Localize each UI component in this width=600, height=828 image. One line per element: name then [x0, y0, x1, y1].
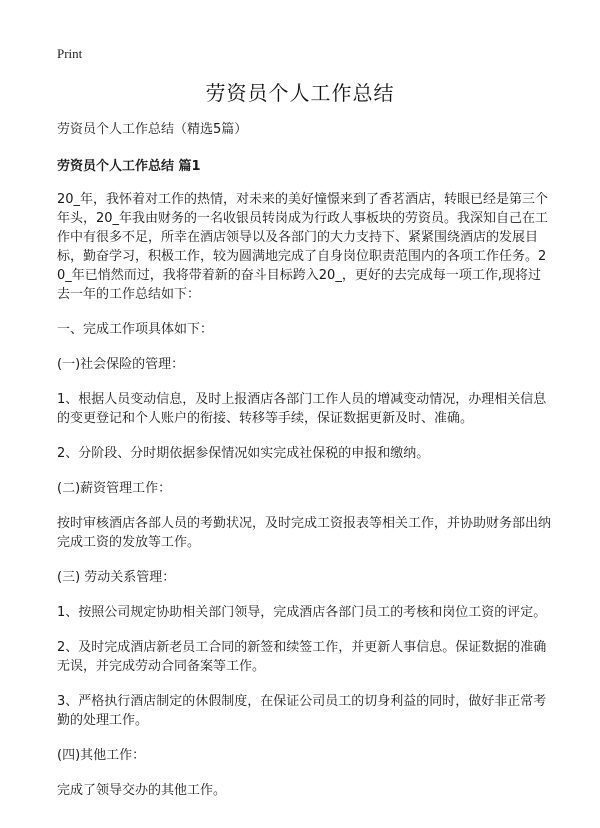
paragraph-heading-labor-relations: (三) 劳动关系管理：: [57, 570, 176, 585]
paragraph-item: 2、分阶段、分时期依据参保情况如实完成社保税的申报和缴纳。: [57, 446, 430, 461]
paragraph-item: 1、根据人员变动信息，及时上报酒店各部门工作人员的增减变动情况，办理相关信息的变更登记和个人账户的衔接、转移等手续，保证数据更新及时、准确。: [57, 392, 547, 426]
paragraph-item: 完成了领导交办的其他工作。: [57, 783, 227, 798]
document-subtitle: 劳资员个人工作总结（精选5篇）: [57, 122, 248, 137]
paragraph-intro: 20_年，我怀着对工作的热情，对未来的美好憧憬来到了香茗酒店，转眼已经是第三个年头，20_年我由财务的一名收银员转岗成为行政人事板块的劳资员。我深知自己在工作中有很多不足，所幸在酒店领导以及各部门的大力支持下、紧紧围绕酒店的发展目标，勤奋学习，积极工作，较为圆满地完成了自身岗位职责范围内的各项工作任务。20_年已悄然而过，我将带着新的奋斗目标跨入20_，更好的去完成每一项工作,现将过去一年的工作总结如下：: [57, 192, 549, 302]
paragraph-heading-other-work: (四)其他工作：: [57, 748, 146, 763]
paragraph-heading-completed-work: 一、完成工作项具体如下：: [57, 322, 214, 337]
paragraph-item: 1、按照公司规定协助相关部门领导，完成酒店各部门员工的考核和岗位工资的评定。: [57, 605, 547, 620]
paragraph-item: 按时审核酒店各部人员的考勤状况，及时完成工资报表等相关工作，并协助财务部出纳完成工资的发放等工作。: [57, 516, 552, 550]
print-link[interactable]: Print: [57, 46, 83, 61]
document-body: [57, 120, 553, 816]
paragraph-item: 3、严格执行酒店制定的休假制度，在保证公司员工的切身利益的同时，做好非正常考勤的处理工作。: [57, 694, 547, 728]
section-heading: 劳资员个人工作总结 篇1: [57, 159, 201, 174]
paragraph-item: 2、及时完成酒店新老员工合同的新签和续签工作，并更新人事信息。保证数据的准确无误，并完成劳动合同备案等工作。: [57, 640, 547, 674]
paragraph-heading-salary: (二)薪资管理工作：: [57, 481, 172, 496]
paragraph-heading-social-insurance: (一)社会保险的管理：: [57, 357, 185, 372]
document-title: 劳资员个人工作总结: [205, 81, 395, 105]
